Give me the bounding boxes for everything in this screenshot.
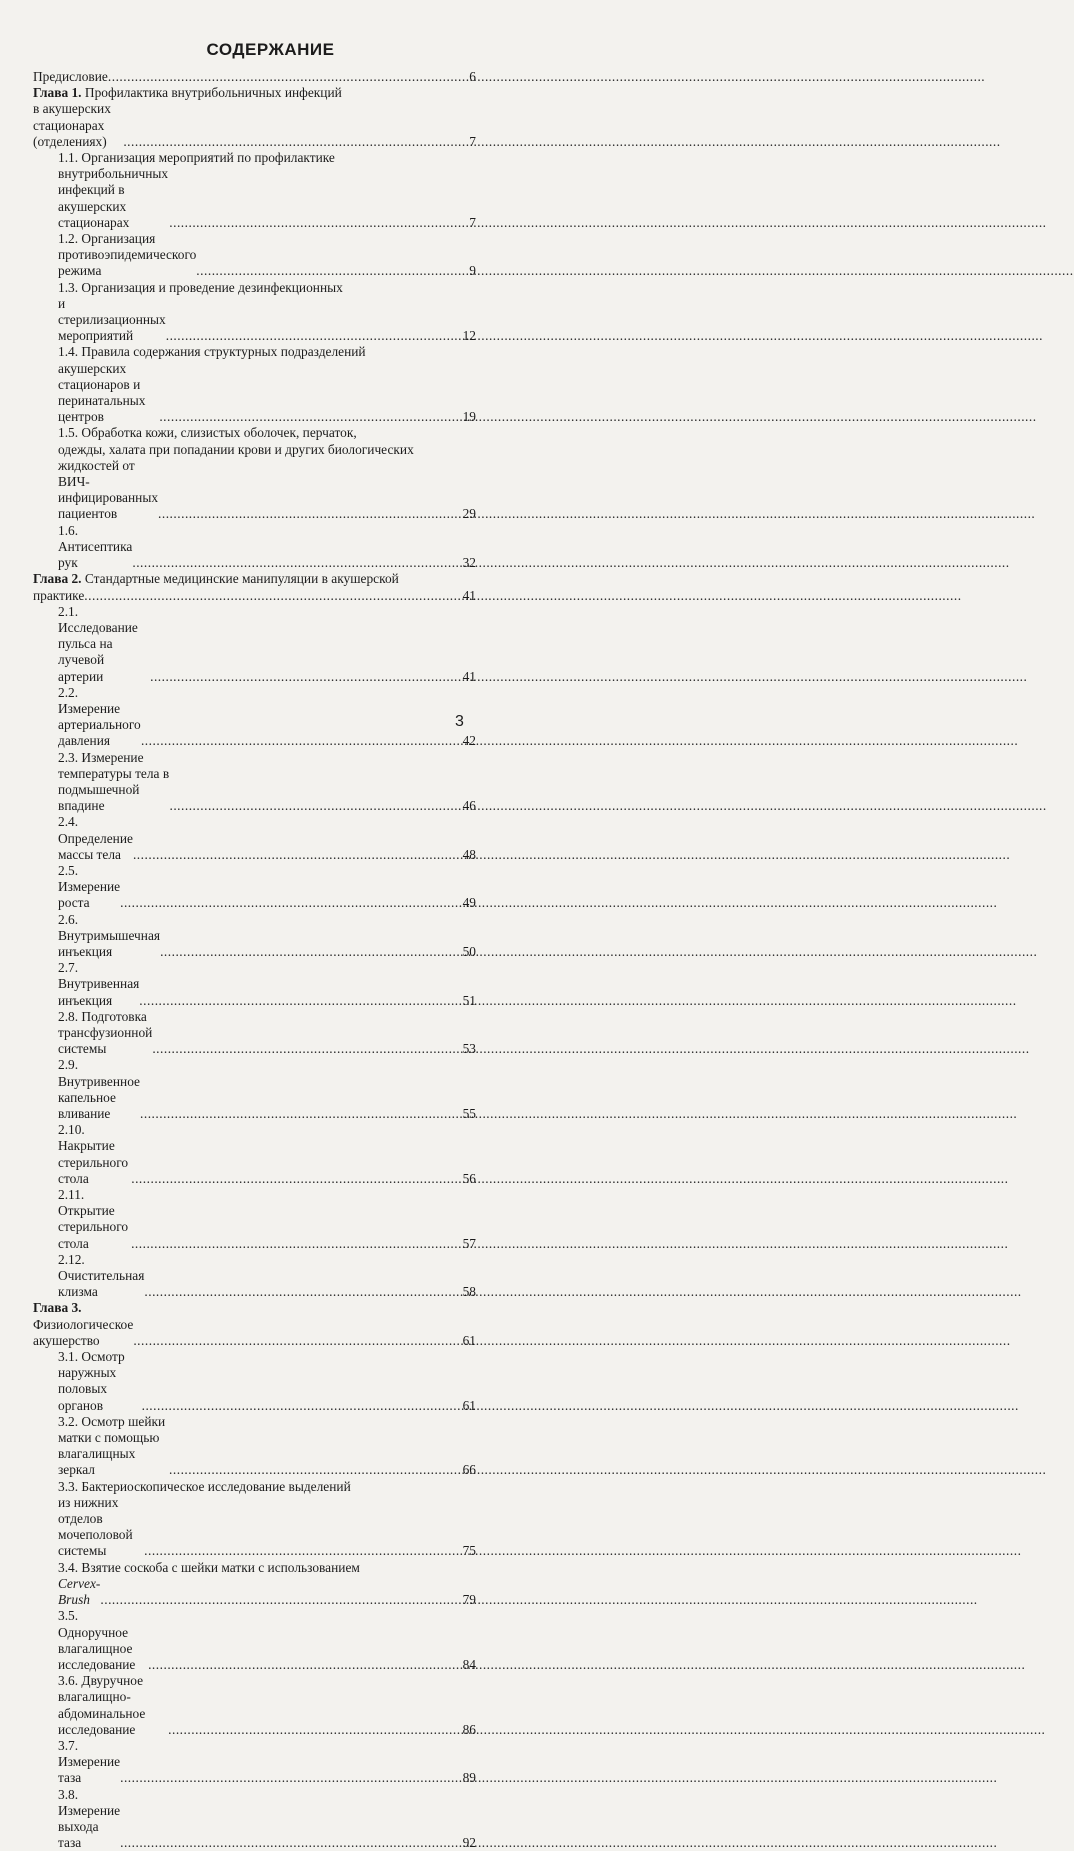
toc-line — [33, 1576, 476, 1608]
toc-line — [33, 1787, 476, 1851]
toc-line-text: 2.3. Измерение температуры тела в подмышечной впадине — [58, 749, 170, 814]
toc-page-number: 7 — [469, 214, 476, 230]
toc-line — [33, 960, 476, 1009]
toc-line-text: 2.1. Исследование пульса на лучевой артерии — [58, 603, 138, 684]
toc-line — [33, 523, 476, 572]
dot-leader — [133, 847, 462, 863]
toc-line-text: 2.11. Открытие стерильного стола — [58, 1187, 129, 1251]
toc-line — [33, 1300, 476, 1349]
toc-line-text: внутрибольничных инфекций в акушерских стационарах — [58, 166, 169, 230]
toc-line-text: 1.3. Организация и проведение дезинфекционных — [58, 279, 343, 295]
toc-page-number: 61 — [462, 1332, 476, 1348]
toc-section-entry — [33, 150, 476, 231]
dot-leader — [132, 555, 461, 571]
toc-line-text: Предисловие — [33, 69, 108, 84]
dot-leader — [100, 1592, 461, 1608]
toc-page-number: 79 — [462, 1592, 476, 1608]
dot-leader — [150, 669, 462, 685]
toc-line — [33, 1057, 476, 1122]
toc-section-entry — [33, 1057, 476, 1122]
chapter-label: Глава 1. — [33, 85, 82, 101]
dot-leader — [148, 1657, 462, 1673]
toc-section-entry — [33, 1787, 476, 1851]
toc-line-text: 3.4. Взятие соскоба с шейки матки с использованием — [58, 1559, 360, 1575]
toc-line-text: 2.9. Внутривенное капельное вливание — [58, 1057, 140, 1121]
toc-line — [33, 361, 476, 426]
dot-leader — [141, 733, 462, 749]
chapter-label: Глава 3. — [33, 1300, 82, 1316]
table-of-contents — [33, 69, 476, 1851]
dot-leader — [131, 1236, 462, 1252]
toc-line-text: из нижних отделов мочеполовой системы — [58, 1494, 133, 1559]
toc-page-number: 48 — [462, 846, 476, 862]
toc-line-text: 2.12. Очистительная клизма — [58, 1251, 145, 1300]
toc-page-number: 51 — [462, 992, 476, 1008]
toc-line-text — [33, 1300, 133, 1349]
toc-line-text: 3.5. Одноручное влагалищное исследование — [58, 1608, 136, 1672]
dot-leader — [140, 1106, 462, 1122]
toc-page-number: 56 — [462, 1170, 476, 1186]
toc-line — [33, 1252, 476, 1301]
toc-line-text: 3.6. Двуручное влагалищно-абдоминальное исследование — [58, 1673, 146, 1737]
toc-line — [33, 1349, 476, 1414]
toc-chapter-entry — [33, 1300, 476, 1349]
dot-leader — [169, 798, 461, 814]
toc-section-entry — [33, 750, 476, 815]
toc-line-text — [33, 85, 342, 101]
toc-line-text: 2.5. Измерение роста — [58, 862, 121, 911]
chapter-title: Профилактика внутрибольничных инфекций — [81, 85, 342, 101]
toc-page-number: 7 — [469, 133, 476, 149]
toc-section-entry — [33, 1414, 476, 1479]
toc-section-entry — [33, 960, 476, 1009]
dot-leader — [131, 1171, 461, 1187]
toc-page-number: 84 — [462, 1656, 476, 1672]
toc-page-number: 49 — [462, 895, 476, 911]
toc-line — [33, 814, 476, 863]
toc-line-text: жидкостей от ВИЧ-инфицированных пациентов — [58, 457, 159, 522]
toc-section-entry — [33, 425, 476, 522]
page-title: СОДЕРЖАНИЕ — [206, 40, 335, 59]
toc-line-text — [33, 571, 399, 587]
dot-leader — [144, 1543, 461, 1559]
toc-section-entry — [33, 1187, 476, 1252]
toc-section-entry — [33, 231, 476, 280]
toc-section-entry — [33, 1349, 476, 1414]
toc-section-entry — [33, 1738, 476, 1787]
italic-term: Cervex-Brush — [58, 1575, 101, 1608]
page-number: 3 — [455, 713, 464, 730]
chapter-title: Физиологическое акушерство — [33, 1316, 134, 1348]
toc-line-text: 1.5. Обработка кожи, слизистых оболочек, перчаток, — [58, 425, 357, 441]
toc-line — [33, 85, 476, 101]
dot-leader — [120, 895, 462, 911]
toc-line — [33, 863, 476, 912]
toc-section-entry — [33, 523, 476, 572]
toc-line — [33, 1414, 476, 1479]
toc-page-number: 42 — [462, 733, 476, 749]
toc-page-number: 57 — [462, 1235, 476, 1251]
toc-page-number: 89 — [462, 1770, 476, 1786]
dot-leader — [142, 1398, 462, 1414]
dot-leader — [169, 215, 468, 231]
toc-page-number: 12 — [462, 328, 476, 344]
toc-line-text: 2.7. Внутривенная инъекция — [58, 960, 140, 1008]
toc-line — [33, 604, 476, 685]
toc-section-entry — [33, 280, 476, 345]
toc-line — [33, 69, 476, 85]
toc-page-number: 58 — [462, 1284, 476, 1300]
toc-page-number: 41 — [462, 668, 476, 684]
toc-line — [33, 425, 476, 441]
toc-line-text: 2.8. Подготовка трансфузионной системы — [58, 1008, 153, 1057]
toc-line-text: 3.1. Осмотр наружных половых органов — [58, 1349, 125, 1413]
toc-page-number: 66 — [462, 1462, 476, 1478]
toc-section-entry — [33, 1009, 476, 1058]
toc-line-text: 1.4. Правила содержания структурных подразделений — [58, 344, 366, 360]
toc-line-text: практике — [33, 587, 85, 603]
toc-line — [33, 1009, 476, 1058]
dot-leader — [108, 69, 468, 85]
toc-line — [33, 296, 476, 345]
dot-leader — [159, 409, 461, 425]
toc-line — [33, 280, 476, 296]
chapter-label: Глава 2. — [33, 571, 82, 587]
toc-line — [33, 750, 476, 815]
toc-line-text: 1.2. Организация противоэпидемического режима — [58, 231, 197, 279]
toc-section-entry — [33, 685, 476, 750]
chapter-title: Стандартные медицинские манипуляции в акушерской — [81, 571, 399, 587]
dot-leader — [160, 944, 462, 960]
toc-page-number: 86 — [462, 1721, 476, 1737]
dot-leader — [133, 1333, 461, 1349]
toc-page-number: 53 — [462, 1041, 476, 1057]
dot-leader — [169, 1462, 462, 1478]
dot-leader — [144, 1284, 461, 1300]
toc-section-entry — [33, 344, 476, 425]
toc-section-entry — [33, 912, 476, 961]
toc-line-text: 3.7. Измерение таза — [58, 1737, 121, 1786]
toc-line-text: 1.1. Организация мероприятий по профилактике — [58, 150, 335, 166]
toc-line — [33, 571, 476, 587]
toc-page-number: 92 — [462, 1835, 476, 1851]
dot-leader — [120, 1835, 462, 1851]
toc-page-number: 55 — [462, 1106, 476, 1121]
toc-line — [33, 1608, 476, 1673]
toc-line — [33, 458, 476, 523]
toc-line — [33, 166, 476, 231]
toc-line — [33, 231, 476, 280]
toc-line — [33, 1560, 476, 1576]
toc-line — [33, 1673, 476, 1738]
toc-page-number: 6 — [469, 69, 476, 84]
toc-line-text: 1.6. Антисептика рук — [58, 522, 133, 571]
toc-page-number: 32 — [462, 555, 476, 571]
dot-leader — [123, 134, 468, 150]
toc-page-number: 41 — [462, 587, 476, 603]
toc-page-number: 29 — [462, 506, 476, 522]
toc-line — [33, 101, 476, 150]
dot-leader — [120, 1770, 462, 1786]
toc-line-text: 3.8. Измерение выхода таза — [58, 1786, 121, 1851]
toc-line — [33, 912, 476, 961]
toc-section-entry — [33, 1122, 476, 1187]
toc-line-text: 3.2. Осмотр шейки матки с помощью влагалищных зеркал — [58, 1413, 166, 1478]
toc-line — [33, 1122, 476, 1187]
toc-line — [33, 442, 476, 458]
toc-page-number: 19 — [462, 409, 476, 425]
dot-leader — [166, 328, 462, 344]
toc-page-number: 75 — [462, 1543, 476, 1559]
toc-section-entry — [33, 1252, 476, 1301]
toc-chapter-entry — [33, 85, 476, 150]
toc-line — [33, 1479, 476, 1495]
toc-line — [33, 1738, 476, 1787]
toc-line-text: 2.4. Определение массы тела — [58, 814, 133, 862]
toc-line-text: и стерилизационных мероприятий — [58, 295, 166, 344]
toc-section-entry — [33, 1673, 476, 1738]
toc-line — [33, 1495, 476, 1560]
dot-leader — [139, 993, 461, 1009]
toc-section-entry — [33, 1560, 476, 1609]
toc-line — [33, 685, 476, 750]
dot-leader — [158, 506, 462, 522]
dot-leader — [196, 263, 468, 279]
toc-line-text: 2.10. Накрытие стерильного стола — [58, 1122, 129, 1186]
toc-line — [33, 1187, 476, 1252]
toc-section-entry — [33, 604, 476, 685]
dot-leader — [152, 1041, 461, 1057]
toc-line-text — [58, 1576, 100, 1608]
toc-chapter-entry — [33, 571, 476, 603]
toc-page-number: 9 — [469, 263, 476, 279]
toc-line-text: 2.6. Внутримышечная инъекция — [58, 911, 161, 959]
toc-line-text: акушерских стационаров и перинатальных центров — [58, 360, 146, 425]
toc-line — [33, 150, 476, 166]
toc-section-entry — [33, 1479, 476, 1560]
toc-line — [33, 588, 476, 604]
toc-page-number: 61 — [462, 1397, 476, 1413]
toc-chapter-entry — [33, 69, 476, 85]
toc-line-text: одежды, халата при попадании крови и других биологических — [58, 441, 414, 457]
toc-page-number: 46 — [462, 798, 476, 814]
toc-page-number: 50 — [462, 943, 476, 959]
dot-leader — [168, 1722, 461, 1738]
toc-section-entry — [33, 814, 476, 863]
toc-line-text: 2.2. Измерение артериального давления — [58, 684, 141, 749]
toc-line-text: 3.3. Бактериоскопическое исследование выделений — [58, 1478, 351, 1494]
toc-section-entry — [33, 1608, 476, 1673]
dot-leader — [84, 588, 461, 604]
toc-section-entry — [33, 863, 476, 912]
toc-line-text: в акушерских стационарах (отделениях) — [33, 101, 111, 149]
toc-line — [33, 344, 476, 360]
